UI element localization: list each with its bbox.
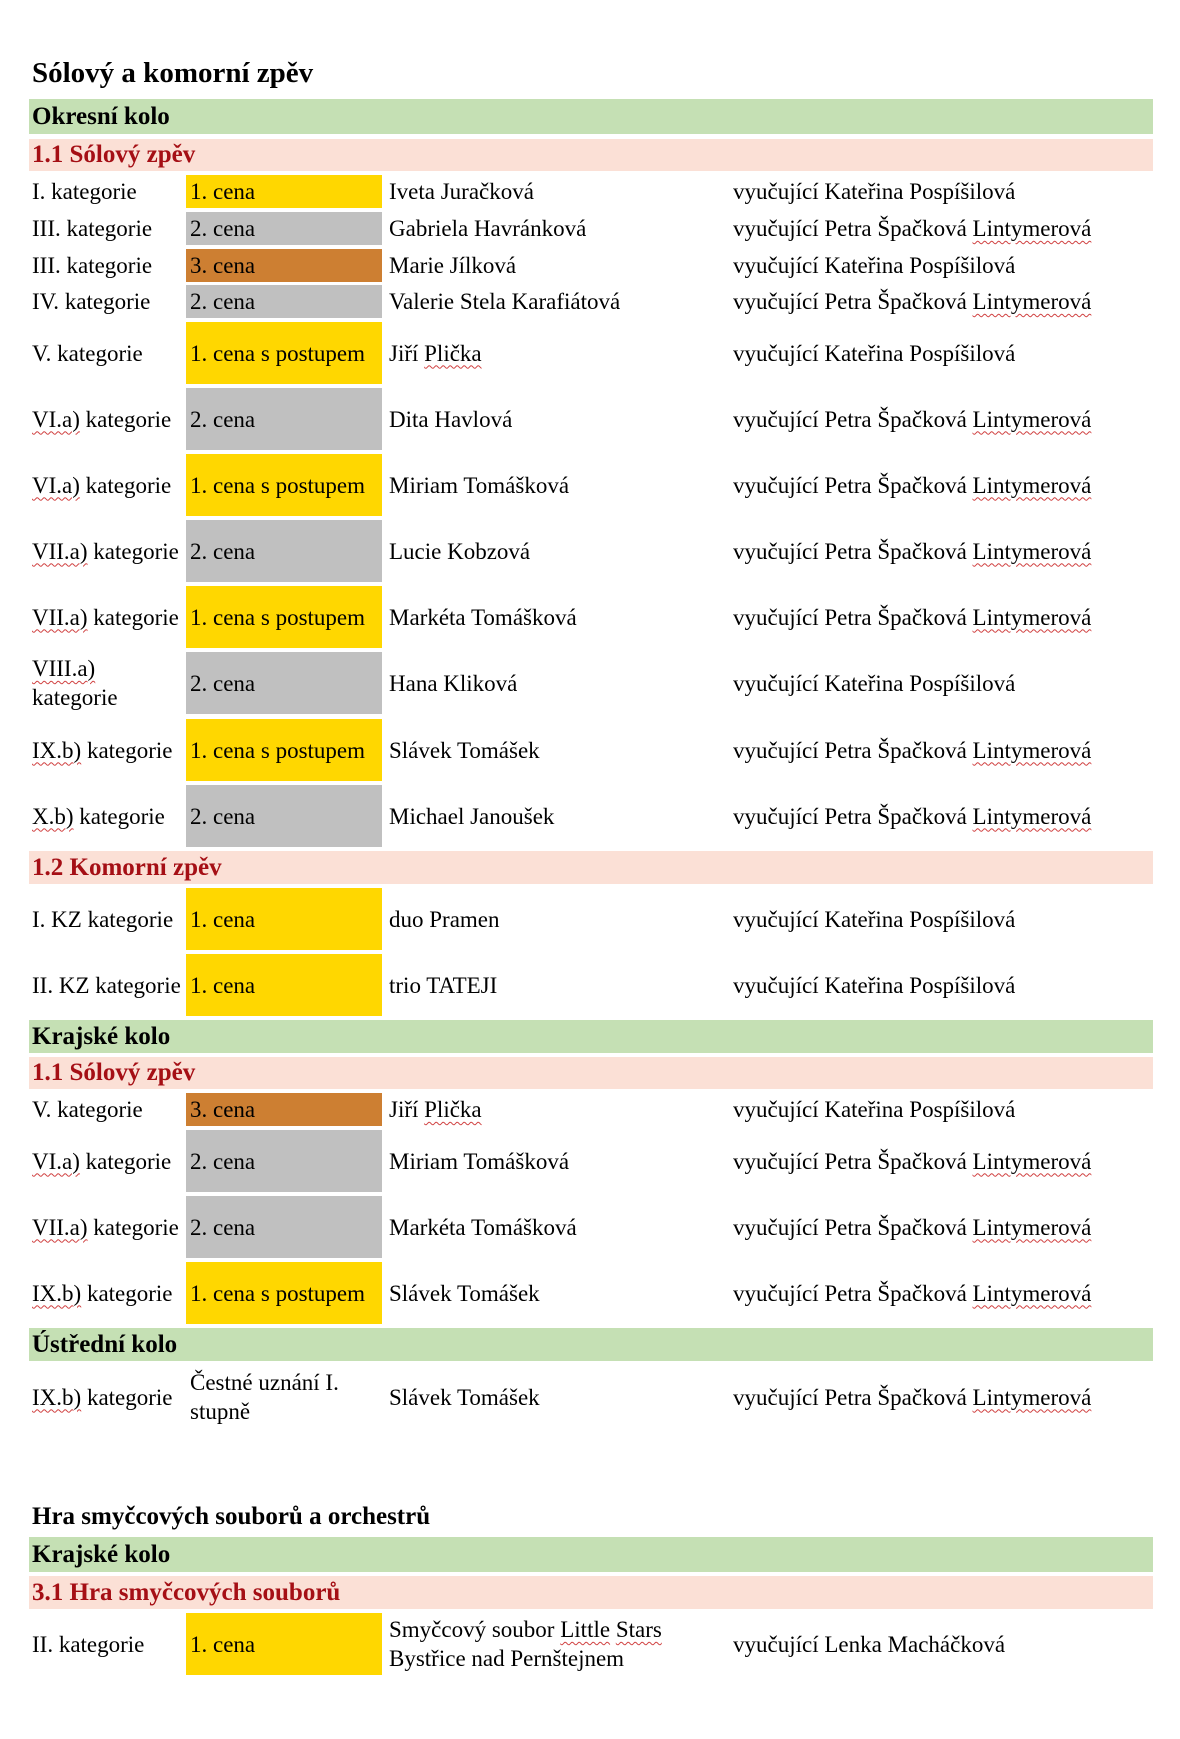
prize-cell: [186, 1093, 382, 1126]
prize-cell: [186, 1262, 382, 1324]
category-text: VII.a) kategorie: [32, 1214, 179, 1240]
category-text: IV. kategorie: [32, 289, 151, 314]
prize-text: 2. cena: [190, 216, 256, 241]
category-cell: [32, 888, 182, 950]
category-text: VIII.a) kategorie: [32, 656, 118, 710]
name-text: Michael Janoušek: [389, 803, 555, 829]
category-text: V. kategorie: [32, 1097, 143, 1122]
prize-cell: [186, 652, 382, 714]
name-text: trio TATEJI: [389, 972, 498, 998]
category-text: VII.a) kategorie: [32, 538, 179, 564]
teacher-text: vyučující Petra Špačková Lintymerová: [733, 289, 1092, 314]
name-cell: [389, 652, 719, 714]
teacher-cell: [733, 1365, 1153, 1429]
name-text: Lucie Kobzová: [389, 538, 531, 564]
category-cell: [32, 175, 182, 208]
table-row: [0, 212, 1180, 245]
teacher-text: vyučující Kateřina Pospíšilová: [733, 670, 1016, 696]
teacher-text: vyučující Petra Špačková Lintymerová: [733, 472, 1092, 498]
round-label: Ústřední kolo: [32, 1330, 178, 1358]
table-row: [0, 652, 1180, 714]
category-cell: [32, 249, 182, 282]
category-cell: [32, 212, 182, 245]
category-cell: [32, 322, 182, 384]
teacher-text: vyučující Lenka Macháčková: [733, 1631, 1006, 1657]
prize-text: 2. cena: [190, 1214, 256, 1240]
category-cell: [32, 586, 182, 648]
teacher-cell: [733, 249, 1153, 282]
subsection-label: 1.1 Sólový zpěv: [32, 141, 196, 168]
prize-text: 1. cena: [190, 972, 256, 998]
prize-text: 1. cena s postupem: [190, 737, 366, 763]
prize-text: 2. cena: [190, 1148, 256, 1174]
prize-cell: [186, 212, 382, 245]
spellcheck-word: IX.b): [32, 737, 82, 763]
name-cell: [389, 1130, 719, 1192]
category-cell: [32, 719, 182, 781]
subsection-header-smyccove-soubory: [29, 1576, 1153, 1609]
name-text: duo Pramen: [389, 906, 500, 932]
spellcheck-word: IX.b): [32, 1384, 82, 1410]
category-cell: [32, 285, 182, 318]
teacher-cell: [733, 175, 1153, 208]
category-text: VI.a) kategorie: [32, 1148, 172, 1174]
category-text: IX.b) kategorie: [32, 1384, 173, 1410]
table-row: [0, 285, 1180, 318]
category-cell: [32, 1262, 182, 1324]
teacher-cell: [733, 285, 1153, 318]
spellcheck-word: Lintymerová: [972, 604, 1092, 630]
category-cell: [32, 1130, 182, 1192]
name-cell: [389, 249, 719, 282]
teacher-text: vyučující Petra Špačková Lintymerová: [733, 737, 1092, 763]
category-text: V. kategorie: [32, 340, 143, 366]
name-text: Iveta Juračková: [389, 179, 534, 204]
name-cell: [389, 1365, 719, 1429]
subsection-label: 3.1 Hra smyčcových souborů: [32, 1578, 341, 1606]
teacher-text: vyučující Petra Špačková Lintymerová: [733, 406, 1092, 432]
teacher-cell: [733, 1262, 1153, 1324]
spellcheck-word: Plička: [424, 1097, 482, 1122]
prize-cell: [186, 1613, 382, 1675]
category-cell: [32, 520, 182, 582]
category-cell: [32, 1613, 182, 1675]
round-label: Okresní kolo: [32, 102, 170, 130]
spellcheck-word: VI.a): [32, 1148, 80, 1174]
name-cell: [389, 322, 719, 384]
spellcheck-word: IX.b): [32, 1280, 82, 1306]
name-cell: [389, 888, 719, 950]
category-cell: [32, 388, 182, 450]
name-cell: [389, 586, 719, 648]
prize-cell: [186, 954, 382, 1016]
teacher-cell: [733, 719, 1153, 781]
teacher-cell: [733, 520, 1153, 582]
name-text: Miriam Tomášková: [389, 472, 570, 498]
spellcheck-word: VII.a): [32, 604, 88, 630]
prize-text: 3. cena: [190, 1097, 256, 1122]
table-row: [0, 1262, 1180, 1324]
category-text: I. KZ kategorie: [32, 906, 174, 932]
spellcheck-word: VII.a): [32, 1214, 88, 1240]
category-text: VI.a) kategorie: [32, 406, 172, 432]
category-cell: [32, 1196, 182, 1258]
prize-cell: [186, 586, 382, 648]
name-text: Smyčcový soubor Little Stars Bystřice nad Pernštejnem: [389, 1617, 662, 1671]
spellcheck-word: Lintymerová: [972, 1280, 1092, 1306]
name-cell: [389, 1262, 719, 1324]
teacher-text: vyučující Petra Špačková Lintymerová: [733, 538, 1092, 564]
prize-text: Čestné uznání I. stupně: [190, 1370, 339, 1424]
name-text: Gabriela Havránková: [389, 216, 587, 241]
round-header-ustredni: [29, 1328, 1153, 1361]
name-cell: [389, 388, 719, 450]
spellcheck-word: VI.a): [32, 406, 80, 432]
category-cell: [32, 1365, 182, 1429]
teacher-cell: [733, 322, 1153, 384]
category-text: II. KZ kategorie: [32, 972, 181, 998]
prize-cell: [186, 888, 382, 950]
subsection-header-komorni-zpev: [29, 851, 1153, 884]
subsection-header-solovy-zpev: [29, 139, 1153, 171]
table-row: [0, 888, 1180, 950]
spellcheck-word: VII.a): [32, 538, 88, 564]
name-cell: [389, 1613, 719, 1675]
category-cell: [32, 652, 182, 714]
teacher-text: vyučující Kateřina Pospíšilová: [733, 340, 1016, 366]
teacher-text: vyučující Kateřina Pospíšilová: [733, 179, 1016, 204]
name-text: Slávek Tomášek: [389, 1280, 540, 1306]
spellcheck-word: Lintymerová: [972, 803, 1092, 829]
teacher-cell: [733, 954, 1153, 1016]
teacher-cell: [733, 388, 1153, 450]
prize-text: 1. cena: [190, 906, 256, 932]
category-text: X.b) kategorie: [32, 803, 165, 829]
name-cell: [389, 1093, 719, 1126]
name-cell: [389, 175, 719, 208]
prize-text: 2. cena: [190, 406, 256, 432]
prize-cell: [186, 454, 382, 516]
category-text: VI.a) kategorie: [32, 472, 172, 498]
teacher-text: vyučující Kateřina Pospíšilová: [733, 1097, 1016, 1122]
table-row: [0, 1365, 1180, 1429]
prize-text: 1. cena: [190, 1631, 256, 1657]
name-cell: [389, 785, 719, 847]
name-cell: [389, 285, 719, 318]
prize-text: 1. cena s postupem: [190, 340, 366, 366]
category-cell: [32, 785, 182, 847]
subsection-label: 1.2 Komorní zpěv: [32, 853, 222, 881]
teacher-text: vyučující Petra Špačková Lintymerová: [733, 604, 1092, 630]
table-row: [0, 454, 1180, 516]
category-text: IX.b) kategorie: [32, 1280, 173, 1306]
category-text: I. kategorie: [32, 179, 137, 204]
teacher-text: vyučující Petra Špačková Lintymerová: [733, 803, 1092, 829]
table-row: [0, 586, 1180, 648]
name-text: Slávek Tomášek: [389, 1384, 540, 1410]
teacher-text: vyučující Petra Špačková Lintymerová: [733, 216, 1092, 241]
section-title: Hra smyčcových souborů a orchestrů: [32, 1503, 431, 1530]
teacher-cell: [733, 212, 1153, 245]
prize-cell: [186, 322, 382, 384]
prize-cell: [186, 1365, 382, 1429]
spellcheck-word: Plička: [424, 340, 482, 366]
category-text: III. kategorie: [32, 216, 153, 241]
name-cell: [389, 719, 719, 781]
spellcheck-word: Lintymerová: [972, 1214, 1092, 1240]
spellcheck-word: VIII.a): [32, 656, 96, 681]
table-row: [0, 249, 1180, 282]
prize-cell: [186, 785, 382, 847]
prize-cell: [186, 175, 382, 208]
teacher-text: vyučující Kateřina Pospíšilová: [733, 906, 1016, 932]
prize-text: 1. cena: [190, 179, 256, 204]
name-text: Markéta Tomášková: [389, 1214, 577, 1240]
name-text: Dita Havlová: [389, 406, 513, 432]
spellcheck-word: Lintymerová: [972, 1384, 1092, 1410]
name-text: Markéta Tomášková: [389, 604, 577, 630]
prize-text: 2. cena: [190, 803, 256, 829]
prize-text: 1. cena s postupem: [190, 1280, 366, 1306]
spellcheck-word: Little: [560, 1617, 611, 1642]
prize-text: 2. cena: [190, 538, 256, 564]
category-text: III. kategorie: [32, 253, 153, 278]
name-cell: [389, 520, 719, 582]
teacher-text: vyučující Petra Špačková Lintymerová: [733, 1148, 1092, 1174]
name-text: Valerie Stela Karafiátová: [389, 289, 621, 314]
round-label: Krajské kolo: [32, 1540, 171, 1568]
section-title: Sólový a komorní zpěv: [32, 57, 314, 89]
teacher-text: vyučující Petra Špačková Lintymerová: [733, 1384, 1092, 1410]
spellcheck-word: Lintymerová: [972, 216, 1092, 241]
teacher-cell: [733, 1196, 1153, 1258]
name-text: Hana Kliková: [389, 670, 518, 696]
round-header-krajske-smycce: [29, 1537, 1153, 1572]
table-row: [0, 175, 1180, 208]
teacher-text: vyučující Kateřina Pospíšilová: [733, 972, 1016, 998]
category-cell: [32, 1093, 182, 1126]
round-label: Krajské kolo: [32, 1022, 171, 1050]
teacher-cell: [733, 454, 1153, 516]
teacher-cell: [733, 888, 1153, 950]
teacher-text: vyučující Petra Špačková Lintymerová: [733, 1280, 1092, 1306]
prize-cell: [186, 1196, 382, 1258]
round-header-krajske: [29, 1020, 1153, 1053]
subsection-label: 1.1 Sólový zpěv: [32, 1059, 196, 1086]
table-row: [0, 520, 1180, 582]
spellcheck-word: Lintymerová: [972, 406, 1092, 432]
prize-text: 1. cena s postupem: [190, 604, 366, 630]
category-text: II. kategorie: [32, 1631, 145, 1657]
prize-cell: [186, 1130, 382, 1192]
name-cell: [389, 454, 719, 516]
prize-text: 3. cena: [190, 253, 256, 278]
spellcheck-word: Lintymerová: [972, 1148, 1092, 1174]
teacher-text: vyučující Kateřina Pospíšilová: [733, 253, 1016, 278]
spellcheck-word: Lintymerová: [972, 737, 1092, 763]
table-row: [0, 388, 1180, 450]
teacher-cell: [733, 1130, 1153, 1192]
prize-cell: [186, 719, 382, 781]
prize-text: 2. cena: [190, 670, 256, 696]
teacher-cell: [733, 652, 1153, 714]
prize-text: 1. cena s postupem: [190, 472, 366, 498]
name-cell: [389, 212, 719, 245]
table-row: [0, 1196, 1180, 1258]
category-cell: [32, 954, 182, 1016]
name-cell: [389, 954, 719, 1016]
spellcheck-word: Stars: [615, 1617, 662, 1642]
subsection-header-solovy-zpev-krajske: [29, 1057, 1153, 1089]
round-header-okresni: [29, 99, 1153, 134]
teacher-cell: [733, 785, 1153, 847]
spellcheck-word: Lintymerová: [972, 289, 1092, 314]
prize-cell: [186, 285, 382, 318]
table-row: [0, 1613, 1180, 1675]
prize-cell: [186, 249, 382, 282]
category-cell: [32, 454, 182, 516]
table-row: [0, 1130, 1180, 1192]
prize-text: 2. cena: [190, 289, 256, 314]
spellcheck-word: Lintymerová: [972, 538, 1092, 564]
teacher-text: vyučující Petra Špačková Lintymerová: [733, 1214, 1092, 1240]
prize-cell: [186, 520, 382, 582]
name-text: Miriam Tomášková: [389, 1148, 570, 1174]
spellcheck-word: Lintymerová: [972, 472, 1092, 498]
table-row: [0, 322, 1180, 384]
category-text: IX.b) kategorie: [32, 737, 173, 763]
name-text: Marie Jílková: [389, 253, 517, 278]
prize-cell: [186, 388, 382, 450]
name-text: Slávek Tomášek: [389, 737, 540, 763]
teacher-cell: [733, 1613, 1153, 1675]
category-text: VII.a) kategorie: [32, 604, 179, 630]
table-row: [0, 1093, 1180, 1126]
table-row: [0, 954, 1180, 1016]
spellcheck-word: VI.a): [32, 472, 80, 498]
name-cell: [389, 1196, 719, 1258]
name-text: Jiří Plička: [389, 1097, 482, 1122]
spellcheck-word: X.b): [32, 803, 74, 829]
table-row: [0, 719, 1180, 781]
teacher-cell: [733, 1093, 1153, 1126]
teacher-cell: [733, 586, 1153, 648]
table-row: [0, 785, 1180, 847]
name-text: Jiří Plička: [389, 340, 482, 366]
